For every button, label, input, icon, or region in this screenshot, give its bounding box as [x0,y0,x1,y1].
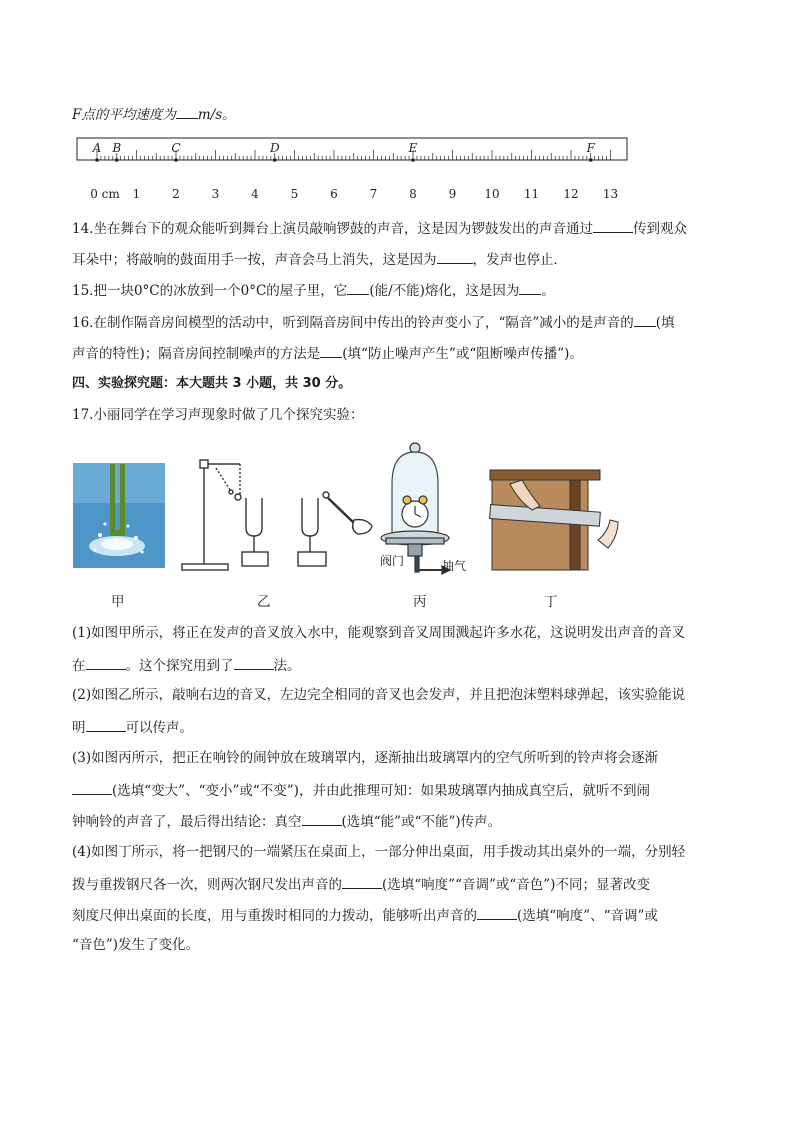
ruler-point-label: F [586,141,595,155]
q14-text-2: 传到观众 [632,221,687,237]
figure-yi-image [182,460,372,570]
section-heading: 四、实验探究题：本大题共 3 小题，共 30 分。 [72,376,352,391]
ruler-tick-label: 13 [602,187,619,201]
ruler-tick-label: 10 [484,187,500,201]
ruler-tick-label: 9 [448,187,457,201]
answer-blank[interactable] [477,905,517,920]
q16-text-4: (填“防止噪声产生”或“阻断噪声传播”)。 [342,346,583,362]
ruler-tick-label: 7 [369,187,378,201]
p1-text-c: 。这个探究用到了 [125,658,234,674]
p4-line-1: (4)如图丁所示，将一把钢尺的一端紧压在桌面上，一部分伸出桌面，用手拨动其出桌外的一端，分别轻 [72,844,686,860]
answer-blank[interactable] [437,249,473,264]
ruler-tick-label: 1 [132,187,141,201]
caption-ding: 丁 [544,594,558,610]
ruler-tick-label: 12 [563,187,579,201]
figure-jia-image [73,463,165,568]
ruler-figure [72,136,632,206]
answer-blank[interactable] [234,655,274,670]
ruler-point-dot [115,158,119,162]
p1-text-d: 法。 [273,658,301,674]
q16-text-3: 声音的特性)；隔音房间控制噪声的方法是 [72,346,321,362]
q15-text-3: 。 [541,283,555,299]
q15-text-1: 15.把一块0°C的冰放到一个0°C的屋子里，它 [72,283,348,299]
p1-line-2 [72,655,301,675]
p3-text-b: (选填“变大”、“变小”或“不变”)，并由此推理可知：如果玻璃罩内抽成真空后，就听不到闹 [112,783,650,799]
p2-text-b: 明 [72,720,86,736]
answer-blank[interactable] [519,280,541,295]
p2-text-c: 可以传声。 [125,720,193,736]
ruler-point-dot [589,158,593,162]
ruler-point-label: E [408,141,418,155]
q16-line-2 [72,343,583,363]
p4-line-2 [72,874,650,894]
q13-prefix: F点的平均速度为 [72,107,176,123]
experiment-figures [70,440,650,580]
figure-ding-image [490,470,618,570]
ruler-point-label: B [112,141,122,155]
answer-blank[interactable] [347,280,369,295]
caption-bing: 丙 [413,594,427,610]
ruler-point-label: C [171,141,181,155]
ruler-tick-label: 4 [251,187,259,201]
answer-blank[interactable] [176,104,198,119]
ruler-tick-label: 3 [211,187,220,201]
caption-jia: 甲 [111,594,125,610]
q14-line-2 [72,249,567,269]
answer-blank[interactable] [86,717,126,732]
p3-line-1: (3)如图丙所示，把正在响铃的闹钟放在玻璃罩内，逐渐抽出玻璃罩内的空气所听到的铃声将会逐渐 [72,750,659,766]
q13-tail-line [72,104,236,124]
p3-text-c: 钟响铃的声音了，最后得出结论：真空 [72,814,302,830]
q16-text-1: 16.在制作隔音房间模型的活动中，听到隔音房间中传出的铃声变小了，“隔音”减小的是声音的 [72,315,634,331]
ruler-point-dot [174,158,178,162]
label-valve: 阀门 [380,554,405,568]
ruler-point-dot [411,158,415,162]
answer-blank[interactable] [72,780,112,795]
ruler-point-label: A [92,141,102,155]
p4-line-4: “音色”)发生了变化。 [72,937,200,953]
p2-line-1: (2)如图乙所示，敲响右边的音叉，左边完全相同的音叉也会发声，并且把泡沫塑料球弹起，该实验能说 [72,687,686,703]
ruler-labels [90,187,618,201]
q16-text-2: (填 [655,315,675,331]
answer-blank[interactable] [320,343,342,358]
q17-intro: 17.小丽同学在学习声现象时做了几个探究实验： [72,407,364,423]
q15-line [72,280,555,300]
p3-line-3 [72,811,501,831]
answer-blank[interactable] [342,874,382,889]
q13-suffix: 。 [222,107,236,123]
caption-yi: 乙 [257,594,271,610]
q14-line-1 [72,218,687,238]
ruler-point-dot [273,158,277,162]
answer-blank[interactable] [302,811,342,826]
q15-text-2: (能/不能)熔化，这是因为 [369,283,520,299]
ruler-point-label: D [269,141,280,155]
p1-text-b: 在 [72,658,86,674]
p4-text-d: 刻度尺伸出桌面的长度，用与重拨时相同的力拨动，能够听出声音的 [72,908,477,924]
p1-line-1: (1)如图甲所示，将正在发声的音叉放入水中，能观察到音叉周围溅起许多水花，这说明发出声音的音叉 [72,625,686,641]
ruler-tick-label: 5 [290,187,299,201]
answer-blank[interactable] [86,655,126,670]
q13-unit: m/s [197,107,223,123]
ruler-tick-label: 2 [172,187,180,201]
p3-line-2 [72,780,650,800]
ruler-point-dot [95,158,99,162]
p4-text-c: (选填“响度”“音调”或“音色”)不同；显著改变 [382,877,650,893]
answer-blank[interactable] [593,218,633,233]
ruler-tick-label: 11 [523,187,540,201]
q14-text-4: ，发声也停止． [472,252,567,268]
ruler-body [77,138,627,160]
p3-text-d: (选填“能”或“不能”)传声。 [341,814,502,830]
p2-line-2 [72,717,193,737]
answer-blank[interactable] [634,312,656,327]
q14-text-3: 耳朵中；将敲响的鼓面用手一按，声音会马上消失，这是因为 [72,252,437,268]
q16-line-1 [72,312,675,332]
p4-line-3 [72,905,658,925]
p4-text-b: 拨与重拨钢尺各一次，则两次钢尺发出声音的 [72,877,342,893]
label-pump: 抽气 [442,559,467,573]
ruler-tick-label: 8 [409,187,417,201]
p4-text-e: (选填“响度”、“音调”或 [517,908,658,924]
ruler-tick-label: 0 cm [90,187,120,201]
ruler-tick-label: 6 [330,187,338,201]
q14-text-1: 14.坐在舞台下的观众能听到舞台上演员敲响锣鼓的声音，这是因为锣鼓发出的声音通过 [72,221,593,237]
